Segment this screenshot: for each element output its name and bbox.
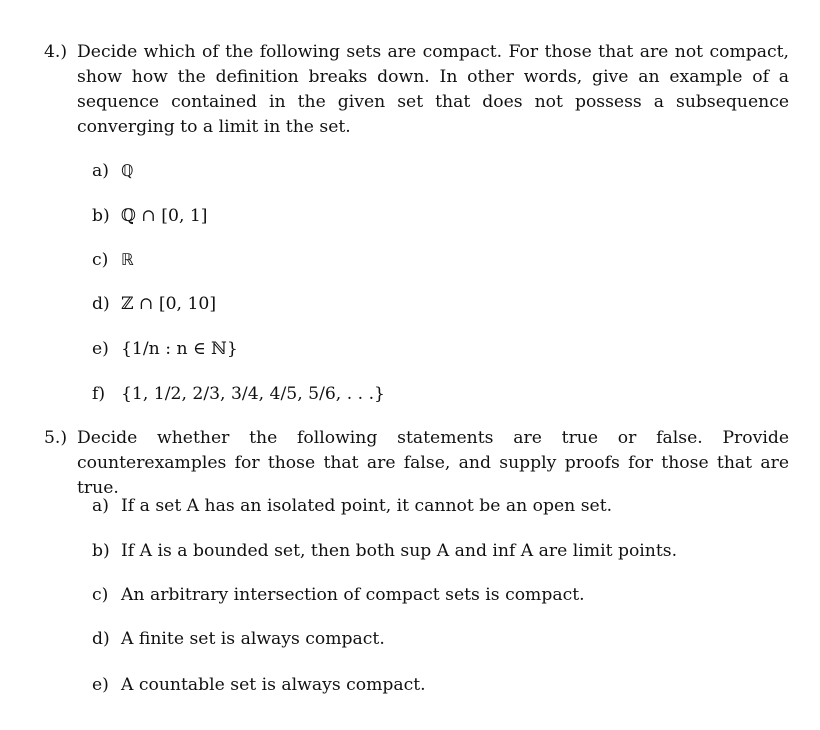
problem-5-item-e: e) A countable set is always compact. [92, 675, 426, 695]
problem-4-item-c: c) ℝ [92, 250, 134, 270]
problem-4-statement [44, 40, 794, 140]
problem-5-item-b: b) If A is a bounded set, then both sup A and inf A are limit points. [92, 541, 678, 561]
set-expression: ℝ [121, 250, 134, 269]
set-expression: {1/n : n ∈ ℕ} [121, 339, 238, 359]
set-expression: ℚ ∩ [0, 1] [121, 206, 208, 226]
problem-4 [44, 40, 794, 140]
statement-text: A countable set is always compact. [121, 675, 426, 695]
statement-text: A finite set is always compact. [121, 629, 385, 649]
problem-4-item-e: e) {1/n : n ∈ ℕ} [92, 339, 238, 359]
statement-text: An arbitrary intersection of compact sets is compact. [121, 585, 585, 605]
problem-5-statement [44, 426, 794, 501]
problem-5 [44, 426, 794, 501]
problem-5-item-d: d) A finite set is always compact. [92, 629, 385, 649]
problem-4-item-f: f) {1, 1/2, 2/3, 3/4, 4/5, 5/6, . . .} [92, 384, 385, 404]
problem-5-number: 5.) [44, 428, 68, 448]
problem-5-item-a: a) If a set A has an isolated point, it cannot be an open set. [92, 496, 613, 516]
problem-4-item-a: a) ℚ [92, 161, 134, 181]
statement-text: If A is a bounded set, then both sup A and inf A are limit points. [121, 541, 678, 561]
set-expression: ℚ [121, 161, 134, 180]
problem-4-item-d: d) ℤ ∩ [0, 10] [92, 294, 217, 314]
statement-text: If a set A has an isolated point, it cannot be an open set. [121, 496, 613, 516]
problem-4-number: 4.) [44, 42, 68, 62]
problem-4-text: Decide which of the following sets are compact. For those that are not compact, show how the definition breaks down. In other words, give an example of a sequence contained in the given set that does not possess a subsequence converging to a limit in the set. [77, 42, 789, 137]
problem-4-item-b: b) ℚ ∩ [0, 1] [92, 206, 208, 226]
set-expression: ℤ ∩ [0, 10] [121, 294, 217, 314]
set-expression: {1, 1/2, 2/3, 3/4, 4/5, 5/6, . . .} [121, 384, 385, 404]
problem-5-item-c: c) An arbitrary intersection of compact sets is compact. [92, 585, 585, 605]
problem-5-text: Decide whether the following statements are true or false. Provide counterexamples for those that are false, and supply proofs for those that are true. [77, 428, 789, 498]
